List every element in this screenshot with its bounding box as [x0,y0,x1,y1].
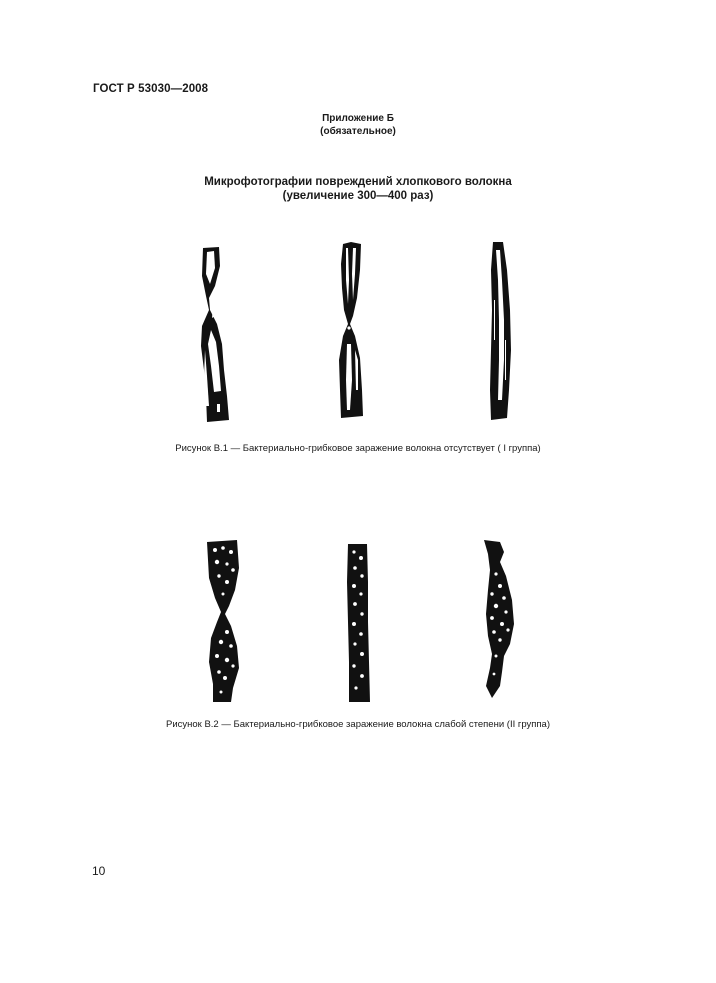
section-title [0,175,716,203]
micrograph-fiber-5 [343,542,373,704]
annex-name: Приложение Б [322,113,394,124]
figure-1-caption: Рисунок В.1 — Бактериально-грибковое заражение волокна отсутствует ( I группа) [175,443,541,454]
figure-2-images [0,536,716,706]
micrograph-fiber-6 [478,536,522,700]
micrograph-fiber-4 [203,538,245,704]
section-title-main: Микрофотографии повреждений хлопкового волокна [204,176,512,188]
section-title-magnification: (увеличение 300—400 раз) [282,190,434,202]
annex-status: (обязательное) [320,126,396,137]
figure-1-images [0,240,716,425]
page-number: 10 [92,864,106,878]
micrograph-fiber-1 [197,246,237,424]
figure-2-caption: Рисунок В.2 — Бактериально-грибковое заражение волокна слабой степени (II группа) [165,719,550,730]
annex-heading [0,112,716,138]
document-code: ГОСТ Р 53030—2008 [93,83,209,95]
micrograph-fiber-3 [483,240,519,422]
micrograph-fiber-2 [335,240,369,420]
